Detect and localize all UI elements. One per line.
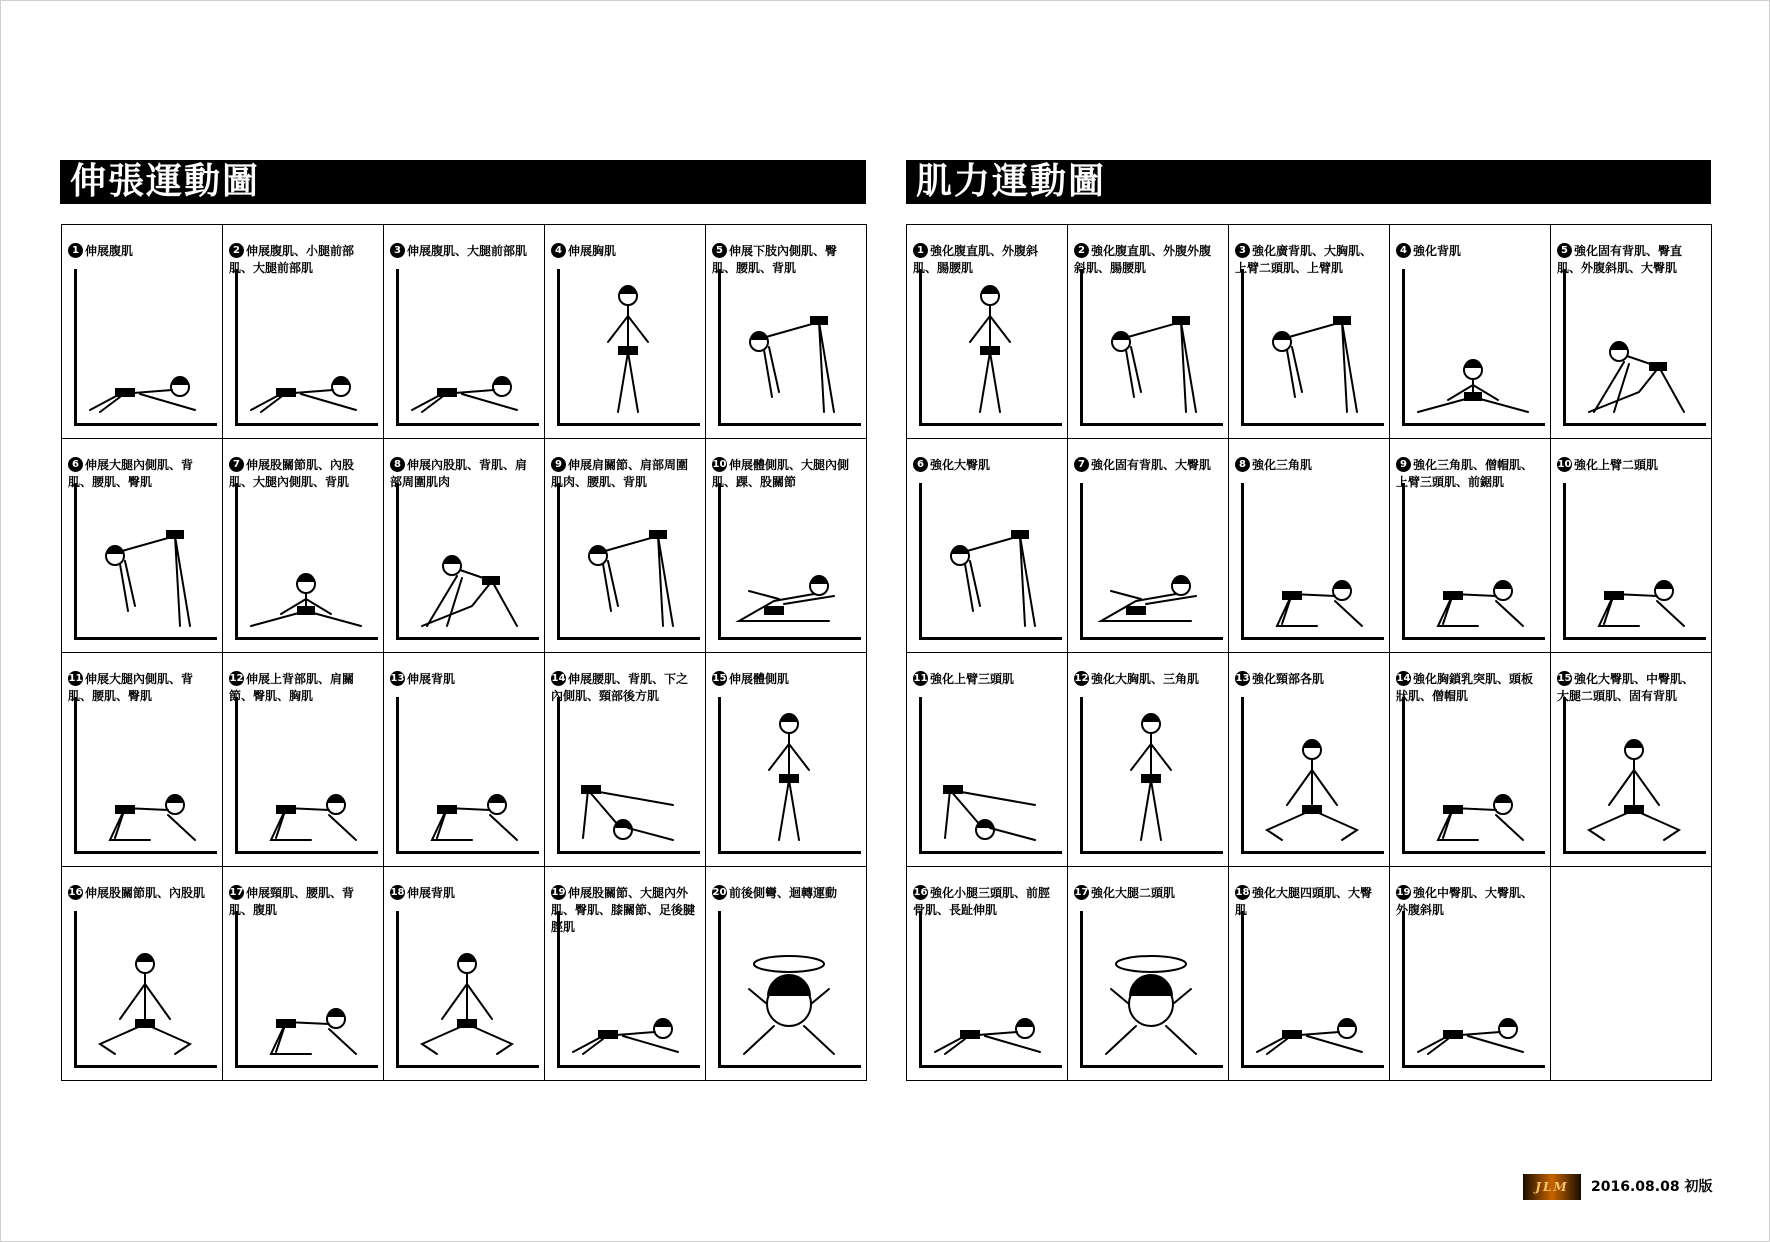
exercise-number: 16 bbox=[68, 887, 83, 898]
exercise-card bbox=[223, 653, 384, 867]
exercise-label: 前後側彎、迴轉運動 bbox=[729, 886, 838, 900]
exercise-illustration bbox=[1243, 710, 1381, 850]
exercise-card bbox=[1390, 225, 1551, 439]
exercise-illustration bbox=[76, 282, 214, 422]
exercise-number: 5 bbox=[1557, 243, 1572, 258]
exercise-illustration bbox=[1243, 496, 1381, 636]
exercise-card bbox=[384, 439, 545, 653]
exercise-illustration bbox=[398, 496, 536, 636]
stretch-exercise-grid bbox=[61, 224, 867, 1081]
exercise-illustration bbox=[921, 282, 1059, 422]
exercise-illustration bbox=[237, 710, 375, 850]
exercise-caption bbox=[68, 885, 212, 902]
exercise-illustration bbox=[1404, 496, 1542, 636]
exercise-caption bbox=[712, 671, 856, 688]
exercise-card bbox=[545, 867, 706, 1081]
exercise-illustration bbox=[237, 282, 375, 422]
exercise-card bbox=[62, 439, 223, 653]
exercise-label: 伸展腹肌、大腿前部肌 bbox=[407, 244, 528, 258]
exercise-card bbox=[384, 867, 545, 1081]
exercise-illustration bbox=[76, 924, 214, 1064]
exercise-label: 伸展腰肌、背肌、下之內側肌、頸部後方肌 bbox=[551, 672, 689, 703]
exercise-illustration bbox=[1082, 496, 1220, 636]
exercise-card bbox=[907, 225, 1068, 439]
exercise-caption bbox=[913, 457, 1057, 474]
exercise-card bbox=[545, 653, 706, 867]
exercise-illustration bbox=[76, 710, 214, 850]
exercise-label: 強化固有背肌、大臀肌 bbox=[1091, 458, 1212, 472]
exercise-card bbox=[384, 653, 545, 867]
exercise-caption bbox=[68, 243, 212, 260]
exercise-card bbox=[1551, 225, 1712, 439]
exercise-label: 伸展大腿內側肌、背肌、腰肌、臀肌 bbox=[68, 458, 194, 489]
exercise-label: 伸展大腿內側肌、背肌、腰肌、臀肌 bbox=[68, 672, 194, 703]
exercise-label: 伸展頸肌、腰肌、背肌、腹肌 bbox=[229, 886, 355, 917]
exercise-caption bbox=[390, 671, 534, 688]
exercise-illustration bbox=[76, 496, 214, 636]
exercise-illustration bbox=[398, 710, 536, 850]
exercise-caption bbox=[1074, 885, 1218, 902]
exercise-caption bbox=[1074, 671, 1218, 688]
exercise-number: 15 bbox=[1557, 673, 1572, 684]
publisher-logo bbox=[1523, 1174, 1581, 1200]
exercise-number: 11 bbox=[68, 673, 83, 684]
exercise-number: 10 bbox=[712, 459, 727, 470]
exercise-number: 1 bbox=[68, 243, 83, 258]
empty-card bbox=[1551, 867, 1712, 1081]
exercise-illustration bbox=[1404, 282, 1542, 422]
exercise-label: 伸展肩關節、肩部周圍肌肉、腰肌、背肌 bbox=[551, 458, 689, 489]
exercise-illustration bbox=[237, 496, 375, 636]
exercise-number: 19 bbox=[1396, 887, 1411, 898]
exercise-label: 強化上臂三頭肌 bbox=[930, 672, 1015, 686]
exercise-number: 18 bbox=[390, 887, 405, 898]
exercise-number: 7 bbox=[1074, 457, 1089, 472]
exercise-number: 12 bbox=[1074, 673, 1089, 684]
exercise-label: 強化小腿三頭肌、前脛骨肌、長趾伸肌 bbox=[913, 886, 1051, 917]
exercise-caption bbox=[712, 885, 856, 902]
exercise-illustration bbox=[921, 710, 1059, 850]
exercise-card bbox=[1068, 653, 1229, 867]
exercise-illustration bbox=[237, 924, 375, 1064]
logo-text: JLM bbox=[1535, 1180, 1569, 1194]
exercise-label: 強化背肌 bbox=[1413, 244, 1462, 258]
exercise-card bbox=[1229, 439, 1390, 653]
exercise-number: 17 bbox=[1074, 887, 1089, 898]
exercise-caption bbox=[1235, 671, 1379, 688]
exercise-card bbox=[545, 439, 706, 653]
exercise-label: 強化固有背肌、臀直肌、外腹斜肌、大臀肌 bbox=[1557, 244, 1683, 275]
exercise-illustration bbox=[921, 924, 1059, 1064]
exercise-label: 伸展內股肌、背肌、肩部周圍肌肉 bbox=[390, 458, 528, 489]
exercise-card bbox=[706, 225, 867, 439]
exercise-card bbox=[223, 225, 384, 439]
exercise-label: 伸展股關節肌、內股肌、大腿內側肌、背肌 bbox=[229, 458, 355, 489]
exercise-number: 20 bbox=[712, 887, 727, 898]
exercise-illustration bbox=[559, 496, 697, 636]
exercise-label: 伸展體側肌、大腿內側肌、踝、股關節 bbox=[712, 458, 850, 489]
exercise-card bbox=[1229, 867, 1390, 1081]
exercise-illustration bbox=[1082, 282, 1220, 422]
exercise-label: 強化腹直肌、外腹外腹斜肌、腸腰肌 bbox=[1074, 244, 1212, 275]
exercise-card bbox=[223, 439, 384, 653]
exercise-card bbox=[384, 225, 545, 439]
exercise-caption bbox=[1557, 457, 1701, 474]
exercise-label: 伸展體側肌 bbox=[729, 672, 790, 686]
exercise-number: 11 bbox=[913, 673, 928, 684]
exercise-illustration bbox=[1404, 924, 1542, 1064]
exercise-label: 強化大胸肌、三角肌 bbox=[1091, 672, 1200, 686]
exercise-label: 強化大臀肌、中臀肌、大腿二頭肌、固有背肌 bbox=[1557, 672, 1695, 703]
exercise-label: 強化大腿二頭肌 bbox=[1091, 886, 1176, 900]
exercise-card bbox=[1551, 439, 1712, 653]
exercise-number: 6 bbox=[68, 457, 83, 472]
exercise-number: 6 bbox=[913, 457, 928, 472]
exercise-number: 9 bbox=[551, 457, 566, 472]
exercise-card bbox=[1390, 439, 1551, 653]
exercise-illustration bbox=[559, 924, 697, 1064]
exercise-number: 8 bbox=[390, 457, 405, 472]
exercise-caption bbox=[390, 885, 534, 902]
exercise-label: 強化大臀肌 bbox=[930, 458, 991, 472]
exercise-card bbox=[545, 225, 706, 439]
exercise-label: 強化中臀肌、大臀肌、外腹斜肌 bbox=[1396, 886, 1534, 917]
exercise-label: 強化三角肌、僧帽肌、上臂三頭肌、前鋸肌 bbox=[1396, 458, 1534, 489]
exercise-label: 伸展股關節肌、內股肌 bbox=[85, 886, 206, 900]
exercise-card bbox=[907, 439, 1068, 653]
exercise-label: 伸展胸肌 bbox=[568, 244, 617, 258]
exercise-number: 15 bbox=[712, 673, 727, 684]
edition-date: 2016.08.08 初版 bbox=[1591, 1179, 1713, 1195]
exercise-card bbox=[62, 225, 223, 439]
exercise-caption bbox=[1396, 243, 1540, 260]
exercise-label: 伸展背肌 bbox=[407, 672, 456, 686]
exercise-label: 強化廣背肌、大胸肌、上臂二頭肌、上臂肌 bbox=[1235, 244, 1373, 275]
exercise-label: 伸展背肌 bbox=[407, 886, 456, 900]
exercise-number: 1 bbox=[913, 243, 928, 258]
exercise-label: 伸展下肢內側肌、臀肌、腰肌、背肌 bbox=[712, 244, 838, 275]
exercise-label: 伸展股關節、大腿內外肌、臀肌、膝關節、足後腱脛肌 bbox=[551, 886, 696, 934]
strength-section-title: 肌力運動圖 bbox=[906, 160, 1711, 204]
exercise-card bbox=[1068, 439, 1229, 653]
exercise-card bbox=[1068, 867, 1229, 1081]
exercise-label: 強化大腿四頭肌、大臀肌 bbox=[1235, 886, 1373, 917]
exercise-number: 14 bbox=[1396, 673, 1411, 684]
exercise-label: 伸展腹肌、小腿前部肌、大腿前部肌 bbox=[229, 244, 355, 275]
exercise-card bbox=[1068, 225, 1229, 439]
exercise-label: 強化頸部各肌 bbox=[1252, 672, 1325, 686]
exercise-label: 伸展腹肌 bbox=[85, 244, 134, 258]
exercise-caption bbox=[390, 243, 534, 260]
exercise-card bbox=[1229, 225, 1390, 439]
exercise-number: 13 bbox=[390, 673, 405, 684]
exercise-number: 19 bbox=[551, 887, 566, 898]
exercise-number: 17 bbox=[229, 887, 244, 898]
exercise-illustration bbox=[1404, 710, 1542, 850]
exercise-illustration bbox=[720, 496, 858, 636]
exercise-illustration bbox=[921, 496, 1059, 636]
exercise-number: 3 bbox=[390, 243, 405, 258]
stretch-section-title: 伸張運動圖 bbox=[60, 160, 866, 204]
exercise-number: 2 bbox=[229, 243, 244, 258]
exercise-illustration bbox=[1082, 710, 1220, 850]
exercise-caption bbox=[913, 671, 1057, 688]
exercise-number: 5 bbox=[712, 243, 727, 258]
exercise-illustration bbox=[1243, 924, 1381, 1064]
exercise-card bbox=[907, 867, 1068, 1081]
exercise-illustration bbox=[559, 710, 697, 850]
exercise-label: 強化三角肌 bbox=[1252, 458, 1313, 472]
exercise-label: 強化上臂二頭肌 bbox=[1574, 458, 1659, 472]
exercise-number: 7 bbox=[229, 457, 244, 472]
exercise-number: 3 bbox=[1235, 243, 1250, 258]
exercise-illustration bbox=[720, 710, 858, 850]
exercise-illustration bbox=[1565, 282, 1703, 422]
exercise-illustration bbox=[720, 924, 858, 1064]
exercise-card bbox=[62, 867, 223, 1081]
exercise-card bbox=[1551, 653, 1712, 867]
exercise-number: 13 bbox=[1235, 673, 1250, 684]
exercise-illustration bbox=[398, 282, 536, 422]
exercise-caption bbox=[1074, 457, 1218, 474]
exercise-card bbox=[1390, 653, 1551, 867]
exercise-card bbox=[706, 653, 867, 867]
exercise-number: 18 bbox=[1235, 887, 1250, 898]
exercise-card bbox=[62, 653, 223, 867]
exercise-illustration bbox=[398, 924, 536, 1064]
exercise-caption bbox=[1235, 457, 1379, 474]
exercise-number: 16 bbox=[913, 887, 928, 898]
exercise-card bbox=[706, 439, 867, 653]
exercise-card bbox=[706, 867, 867, 1081]
exercise-number: 10 bbox=[1557, 459, 1572, 470]
exercise-illustration bbox=[1565, 496, 1703, 636]
exercise-card bbox=[1229, 653, 1390, 867]
exercise-number: 2 bbox=[1074, 243, 1089, 258]
exercise-number: 9 bbox=[1396, 457, 1411, 472]
exercise-number: 12 bbox=[229, 673, 244, 684]
exercise-illustration bbox=[1243, 282, 1381, 422]
exercise-number: 4 bbox=[1396, 243, 1411, 258]
exercise-card bbox=[1390, 867, 1551, 1081]
exercise-label: 強化胸鎖乳突肌、頭板狀肌、僧帽肌 bbox=[1396, 672, 1534, 703]
exercise-label: 伸展上背部肌、肩關節、臀肌、胸肌 bbox=[229, 672, 355, 703]
exercise-number: 14 bbox=[551, 673, 566, 684]
strength-exercise-grid bbox=[906, 224, 1712, 1081]
exercise-caption bbox=[551, 243, 695, 260]
exercise-card bbox=[223, 867, 384, 1081]
exercise-number: 4 bbox=[551, 243, 566, 258]
exercise-illustration bbox=[1565, 710, 1703, 850]
exercise-illustration bbox=[559, 282, 697, 422]
exercise-label: 強化腹直肌、外腹斜肌、腸腰肌 bbox=[913, 244, 1039, 275]
exercise-illustration bbox=[1082, 924, 1220, 1064]
exercise-number: 8 bbox=[1235, 457, 1250, 472]
exercise-illustration bbox=[720, 282, 858, 422]
exercise-card bbox=[907, 653, 1068, 867]
